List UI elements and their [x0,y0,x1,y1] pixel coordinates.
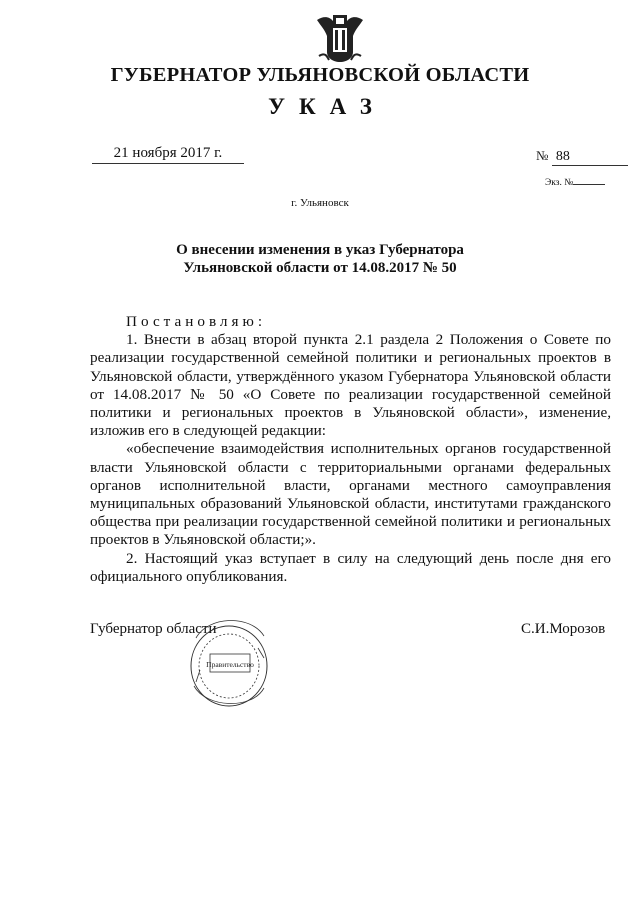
decree-body [90,313,611,586]
title-line-1: О внесении изменения в указ Губернатора [176,242,464,258]
copy-label: Экз. № [545,178,574,188]
official-stamp [186,608,272,720]
issuer-heading: ГУБЕРНАТОР УЛЬЯНОВСКОЙ ОБЛАСТИ [110,64,530,86]
number-label: № [536,148,549,163]
preamble: Постановляю: [126,313,267,330]
paragraph-quoted: «обеспечение взаимодействия исполнительных органов государственной власти Ульяновской области с территориальными органами федеральных органов исполнительной власти, органами местного самоуправления муниципальных образований Ульяновской области, институтами гражданского общества при реализации государственной семейной политики и региональных проектов в Ульяновской области;». [90,440,611,549]
signatory-position: Губернатор области [90,621,217,637]
document-title [0,241,640,277]
document-date: 21 ноября 2017 г. [92,145,244,164]
city: г. Ульяновск [291,197,349,209]
number-value: 88 [552,149,628,166]
paragraph-1: 1. Внести в абзац второй пункта 2.1 раздела 2 Положения о Совете по реализации государственной семейной политики и региональных проектов в Ульяновской области, утверждённого указом Губернатора Ульяновской области от 14.08.2017 № 50 «О Совете по реализации государственной семейной политики и региональных проектов в Ульяновской области», изменение, изложив его в следующей редакции: [90,331,611,440]
title-line-2: Ульяновской области от 14.08.2017 № 50 [183,260,457,276]
paragraph-2: 2. Настоящий указ вступает в силу на следующий день после дня его официального опубликования. [90,549,611,585]
document-type: УКАЗ [268,94,386,119]
stamp-label: Правительство [206,660,254,669]
signatory-name: С.И.Морозов [521,621,606,637]
coat-of-arms-icon [313,12,367,64]
document-number [536,148,628,166]
copy-number [545,178,605,188]
